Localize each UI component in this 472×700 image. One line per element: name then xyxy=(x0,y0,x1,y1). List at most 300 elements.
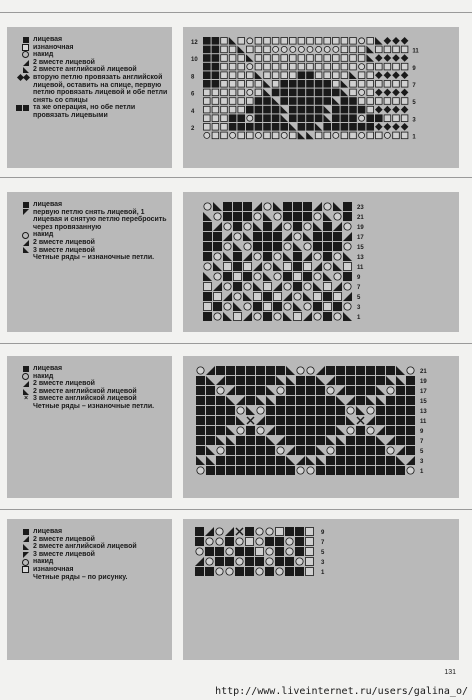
chart-cell xyxy=(263,222,272,231)
chart-cell xyxy=(253,232,262,241)
chart-cell xyxy=(324,72,331,79)
legend-item xyxy=(7,365,172,373)
chart-cell xyxy=(323,123,331,131)
legend-item xyxy=(7,247,172,255)
chart-cell xyxy=(290,46,296,52)
chart-cell xyxy=(233,302,242,311)
chart-cell xyxy=(216,396,225,405)
chart-cell xyxy=(313,262,322,271)
legend-label: 3 вместе лицевой xyxy=(33,246,95,254)
row-number: 1 xyxy=(321,570,325,576)
chart-cell xyxy=(283,272,292,281)
chart-cell xyxy=(336,416,345,425)
chart-cell xyxy=(376,46,383,53)
chart-cell xyxy=(226,548,233,555)
chart-cell xyxy=(306,558,314,566)
chart-cell xyxy=(255,557,264,566)
chart-cell xyxy=(324,203,331,210)
chart-cell xyxy=(237,427,244,434)
chart-cell xyxy=(334,253,341,260)
chart-cell xyxy=(206,426,215,435)
chart-cell xyxy=(216,436,225,445)
chart-cell xyxy=(306,106,314,114)
chart-cell xyxy=(275,547,284,556)
row-number: 11 xyxy=(420,419,427,425)
chart-cell xyxy=(326,436,335,445)
chart-cell xyxy=(221,72,228,79)
chart-cell xyxy=(213,222,222,231)
chart-cell xyxy=(315,123,323,131)
chart-cell xyxy=(375,89,383,97)
chart-cell xyxy=(341,123,349,131)
chart-cell xyxy=(367,81,374,88)
chart-cell xyxy=(406,386,415,395)
chart-cell xyxy=(346,416,355,425)
chart-cell xyxy=(406,456,415,465)
row-number: 11 xyxy=(412,48,419,55)
chart-cell xyxy=(366,123,374,131)
legend-symbol-icon xyxy=(7,528,33,536)
chart-cell xyxy=(294,313,302,321)
chart-cell xyxy=(254,213,261,220)
chart-cell xyxy=(334,313,341,320)
legend-label: 2 вместе лицевой xyxy=(33,238,95,246)
chart-cell xyxy=(214,213,221,220)
chart-cell xyxy=(324,132,331,139)
chart-cell xyxy=(244,283,251,290)
chart-cell xyxy=(324,38,331,45)
chart-cell xyxy=(333,262,342,271)
legend-item xyxy=(7,66,172,74)
chart-cell xyxy=(196,376,205,385)
chart-cell xyxy=(256,386,265,395)
chart-cell xyxy=(223,202,232,211)
legend-symbol-icon xyxy=(7,380,33,388)
chart-cell xyxy=(213,242,222,251)
chart-cell xyxy=(386,376,395,385)
chart-cell xyxy=(236,538,243,545)
chart-cell xyxy=(303,202,312,211)
chart-cell xyxy=(246,396,255,405)
chart-cell xyxy=(276,456,285,465)
chart-cell xyxy=(212,98,219,105)
chart-cell xyxy=(204,98,211,105)
legend-label: лицевая xyxy=(33,365,63,372)
chart-cell xyxy=(376,81,383,88)
chart-cell xyxy=(229,81,236,88)
chart-cell xyxy=(333,222,342,231)
legend-label: 3 вместе лицевой xyxy=(33,550,95,558)
legend-symbol-icon xyxy=(7,59,33,67)
chart-cell xyxy=(336,436,345,445)
chart-cell xyxy=(315,89,323,97)
chart-cell xyxy=(401,106,409,114)
chart-cell xyxy=(356,386,365,395)
chart-cell xyxy=(307,63,314,70)
chart-cell xyxy=(212,80,220,88)
chart-cell xyxy=(393,115,400,122)
chart-cell xyxy=(253,202,262,211)
chart-cell xyxy=(386,396,395,405)
chart-cell xyxy=(297,367,304,374)
chart-cell xyxy=(276,528,284,536)
chart-cell xyxy=(343,252,352,261)
row-number: 21 xyxy=(420,369,427,375)
chart-cell xyxy=(324,303,332,311)
chart-cell xyxy=(406,426,415,435)
chart-cell xyxy=(257,407,264,414)
chart-cell xyxy=(275,557,284,566)
legend-item xyxy=(7,528,172,536)
chart-cell xyxy=(392,71,400,79)
chart-cell xyxy=(223,312,232,321)
chart-cell xyxy=(306,80,314,88)
chart-cell xyxy=(206,406,215,415)
chart-cell xyxy=(401,71,409,79)
chart-cell xyxy=(396,406,405,415)
watermark-url: http://www.liveinternet.ru/users/galina_o/ xyxy=(215,686,468,697)
chart-cell xyxy=(203,242,212,251)
chart-cell xyxy=(237,114,245,122)
chart-cell xyxy=(341,106,349,114)
chart-cell xyxy=(306,396,315,405)
chart-cell xyxy=(392,123,400,131)
chart-cell xyxy=(347,427,354,434)
chart-cell xyxy=(290,132,297,139)
chart-cell xyxy=(298,89,306,97)
chart-cell xyxy=(256,436,265,445)
chart-cell xyxy=(336,386,345,395)
chart-cell xyxy=(276,466,285,475)
chart-cell xyxy=(304,263,312,271)
chart-cell xyxy=(256,396,265,405)
row-number: 5 xyxy=(357,295,361,301)
chart-cell xyxy=(264,203,271,210)
chart-cell xyxy=(285,527,294,536)
chart-cell xyxy=(229,123,237,131)
chart-cell xyxy=(384,106,392,114)
chart-cell xyxy=(247,64,253,70)
chart-cell xyxy=(358,98,365,105)
chart-cell xyxy=(375,37,383,45)
chart-cell xyxy=(245,547,254,556)
chart-cell xyxy=(224,223,231,230)
chart-cell xyxy=(386,426,395,435)
row-number: 11 xyxy=(357,265,364,271)
chart-cell xyxy=(226,386,235,395)
chart-cell xyxy=(229,89,236,96)
chart-cell xyxy=(273,242,282,251)
chart-cell xyxy=(314,213,321,220)
chart-cell xyxy=(273,282,282,291)
legend-label: лицевая xyxy=(33,36,63,43)
chart-cell xyxy=(304,223,311,230)
chart-cell xyxy=(304,243,311,250)
chart-cell xyxy=(386,456,395,465)
chart-cell xyxy=(341,97,349,105)
chart-cell xyxy=(323,272,332,281)
chart-cell xyxy=(332,123,340,131)
chart-cell xyxy=(298,114,306,122)
legend-panel-2 xyxy=(7,192,172,332)
chart-cell xyxy=(273,202,282,211)
chart-cell xyxy=(196,386,205,395)
chart-cell xyxy=(376,426,385,435)
chart-cell xyxy=(336,366,345,375)
chart-cell xyxy=(206,466,215,475)
chart-cell xyxy=(233,212,242,221)
chart-cell xyxy=(255,71,263,79)
chart-cell xyxy=(323,222,332,231)
chart-cell xyxy=(286,466,295,475)
chart-cell xyxy=(246,376,255,385)
chart-cell xyxy=(197,467,204,474)
chart-cell xyxy=(290,72,297,79)
chart-cell xyxy=(246,466,255,475)
knitting-chart-3 xyxy=(183,356,459,498)
chart-cell xyxy=(221,81,228,88)
chart-cell xyxy=(217,447,224,454)
chart-cell xyxy=(332,106,340,114)
chart-cell xyxy=(204,283,212,291)
chart-cell xyxy=(283,312,292,321)
chart-cell xyxy=(401,37,409,45)
chart-cell xyxy=(350,63,357,70)
legend-label: Четные ряды – по рисунку. xyxy=(33,573,128,581)
chart-cell xyxy=(223,272,232,281)
chart-cell xyxy=(387,447,394,454)
row-number: 13 xyxy=(420,409,427,415)
row-number: 3 xyxy=(321,560,325,566)
chart-cell xyxy=(212,89,219,96)
chart-cell xyxy=(285,567,294,576)
chart-cell xyxy=(350,55,357,62)
chart-cell xyxy=(333,282,342,291)
legend-symbol-icon xyxy=(7,365,33,373)
knitting-chart-2 xyxy=(183,192,459,332)
legend-symbol-icon xyxy=(7,558,33,566)
row-number: 8 xyxy=(191,74,195,81)
legend-symbol-icon xyxy=(7,551,33,559)
chart-cell xyxy=(349,71,357,79)
chart-cell xyxy=(233,222,242,231)
chart-cell xyxy=(393,98,400,105)
chart-cell xyxy=(216,406,225,415)
chart-cell xyxy=(349,123,357,131)
chart-cell xyxy=(297,467,304,474)
legend-item xyxy=(7,201,172,209)
chart-cell xyxy=(393,132,400,139)
chart-cell xyxy=(286,406,295,415)
chart-cell xyxy=(358,55,365,62)
chart-cell xyxy=(313,222,322,231)
chart-cell xyxy=(386,416,395,425)
chart-cell xyxy=(264,46,271,53)
chart-cell xyxy=(196,446,205,455)
chart-cell xyxy=(366,386,375,395)
chart-cell xyxy=(323,312,332,321)
chart-cell xyxy=(293,252,302,261)
chart-cell xyxy=(263,242,272,251)
chart-cell xyxy=(376,416,385,425)
chart-cell xyxy=(333,202,342,211)
chart-cell xyxy=(246,436,255,445)
chart-cell xyxy=(344,263,352,271)
chart-cell xyxy=(253,282,262,291)
chart-cell xyxy=(246,456,255,465)
legend-item xyxy=(7,558,172,566)
chart-cell xyxy=(315,55,322,62)
chart-cell xyxy=(196,436,205,445)
chart-cell xyxy=(216,426,225,435)
chart-cell xyxy=(344,283,351,290)
chart-cell xyxy=(333,63,340,70)
chart-cell xyxy=(375,106,383,114)
chart-cell xyxy=(255,106,263,114)
chart-cell xyxy=(396,416,405,425)
chart-cell xyxy=(274,273,281,280)
chart-cell xyxy=(226,396,235,405)
chart-cell xyxy=(280,114,288,122)
chart-cell xyxy=(255,89,262,96)
chart-cell xyxy=(323,97,331,105)
chart-cell xyxy=(333,46,339,52)
knitting-chart-1 xyxy=(183,27,459,168)
chart-cell xyxy=(245,567,254,576)
chart-cell xyxy=(401,46,408,53)
chart-cell xyxy=(253,222,262,231)
legend-label: 3 вместе английской лицевой xyxy=(33,395,137,403)
chart-cell xyxy=(221,55,228,62)
chart-cell xyxy=(298,123,306,131)
chart-cell xyxy=(212,115,219,122)
chart-cell xyxy=(264,263,271,270)
row-number: 19 xyxy=(357,225,364,231)
chart-cell xyxy=(313,232,322,241)
chart-cell xyxy=(376,386,385,395)
legend-symbol-icon xyxy=(7,566,33,574)
chart-cell xyxy=(206,386,215,395)
chart-cell xyxy=(327,387,334,394)
legend-label: 2 вместе лицевой xyxy=(33,58,95,66)
chart-cell xyxy=(256,446,265,455)
chart-cell xyxy=(324,263,331,270)
chart-cell xyxy=(196,416,205,425)
chart-cell xyxy=(233,282,242,291)
chart-cell xyxy=(196,396,205,405)
chart-cell xyxy=(346,456,355,465)
chart-cell xyxy=(226,466,235,475)
row-number: 9 xyxy=(357,275,361,281)
chart-cell xyxy=(316,456,325,465)
chart-cell xyxy=(221,63,228,70)
row-number: 13 xyxy=(357,255,364,261)
chart-cell xyxy=(255,123,263,131)
chart-cell xyxy=(263,232,272,241)
chart-cell xyxy=(298,46,304,52)
chart-cell xyxy=(283,212,292,221)
chart-cell xyxy=(307,55,314,62)
chart-cell xyxy=(356,466,365,475)
chart-cell xyxy=(216,466,225,475)
chart-cell xyxy=(386,466,395,475)
chart-cell xyxy=(254,253,261,260)
chart-cell xyxy=(266,386,275,395)
legend-symbol-icon xyxy=(7,36,33,44)
legend-item xyxy=(7,51,172,59)
chart-cell xyxy=(314,253,321,260)
legend-panel-1 xyxy=(7,27,172,168)
chart-cell xyxy=(203,71,211,79)
chart-cell xyxy=(289,106,297,114)
chart-cell xyxy=(272,97,280,105)
legend-label: накид xyxy=(33,372,54,380)
legend-symbol-icon xyxy=(7,201,33,209)
chart-cell xyxy=(358,81,365,88)
legend-symbol-icon xyxy=(7,231,33,239)
chart-cell xyxy=(206,436,215,445)
chart-cell xyxy=(253,302,262,311)
chart-cell xyxy=(401,89,409,97)
chart-cell xyxy=(272,106,280,114)
chart-cell xyxy=(226,456,235,465)
chart-cell xyxy=(358,46,365,53)
chart-cell xyxy=(215,547,224,556)
chart-cell xyxy=(314,293,322,301)
chart-cell xyxy=(243,272,252,281)
chart-cell xyxy=(234,293,241,300)
chart-cell xyxy=(295,527,304,536)
chart-cell xyxy=(214,253,221,260)
chart-cell xyxy=(266,456,275,465)
chart-cell xyxy=(263,212,272,221)
chart-cell xyxy=(293,302,302,311)
chart-cell xyxy=(343,292,352,301)
chart-cell xyxy=(289,89,297,97)
chart-cell xyxy=(294,293,301,300)
chart-cell xyxy=(273,262,282,271)
chart-cell xyxy=(392,89,400,97)
chart-cell xyxy=(295,537,304,546)
chart-cell xyxy=(350,38,357,45)
chart-cell xyxy=(206,558,213,565)
chart-cell xyxy=(323,80,331,88)
chart-cell xyxy=(316,406,325,415)
chart-cell xyxy=(344,223,351,230)
chart-cell xyxy=(306,114,314,122)
chart-cell xyxy=(235,547,244,556)
chart-cell xyxy=(324,283,332,291)
legend-label: накид xyxy=(33,558,54,566)
chart-cell xyxy=(333,38,340,45)
chart-cell xyxy=(366,376,375,385)
chart-cell xyxy=(296,446,305,455)
chart-cell xyxy=(392,37,400,45)
chart-cell xyxy=(256,456,265,465)
chart-cell xyxy=(333,55,340,62)
chart-cell xyxy=(247,115,253,121)
legend-panel-4 xyxy=(7,519,172,660)
chart-cell xyxy=(255,38,262,45)
legend-label: Четные ряды – изнаночные петли. xyxy=(33,254,155,262)
chart-cell xyxy=(366,456,375,465)
chart-cell xyxy=(273,46,279,52)
chart-cell xyxy=(244,263,252,271)
chart-cell xyxy=(280,80,288,88)
chart-cell xyxy=(384,123,392,131)
chart-cell xyxy=(293,202,302,211)
chart-cell xyxy=(229,55,236,62)
